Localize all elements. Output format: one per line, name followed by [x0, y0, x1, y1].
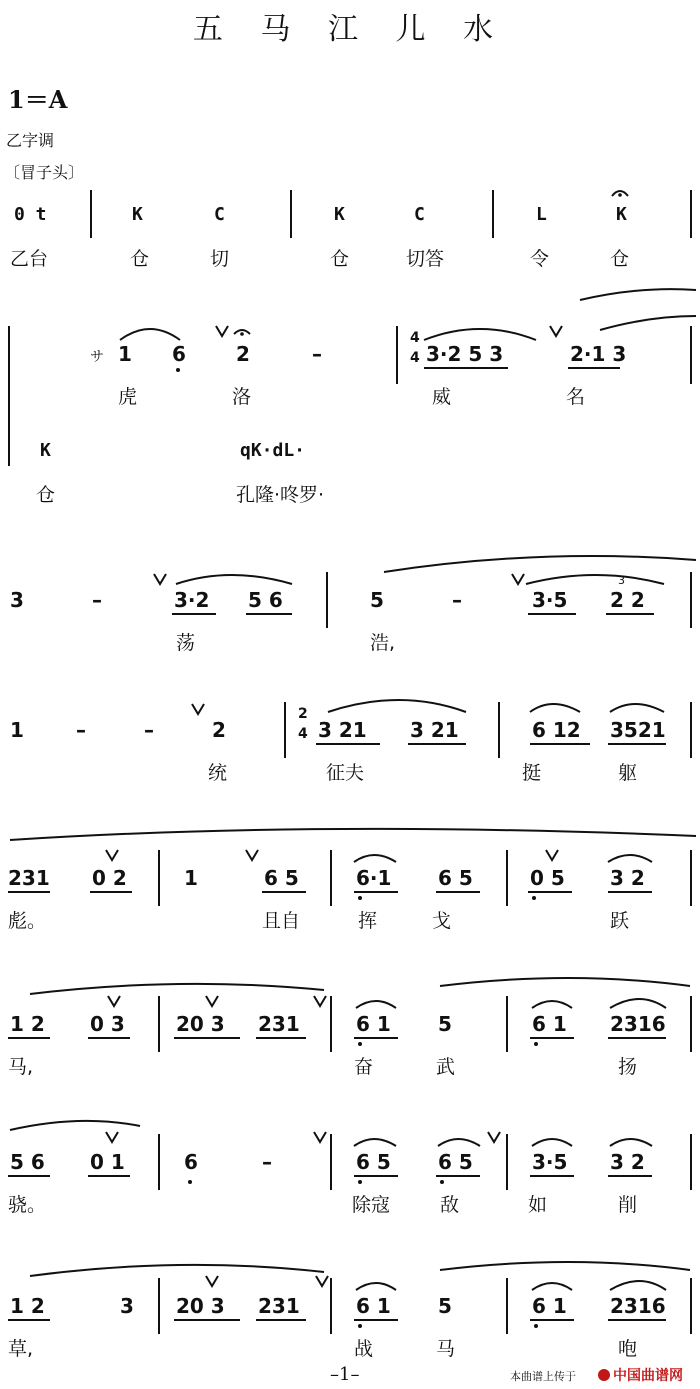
note: 3 — [120, 1294, 134, 1318]
note: 6 1 — [532, 1294, 567, 1318]
slur — [10, 1121, 140, 1130]
slur — [328, 700, 466, 712]
slur — [610, 1281, 666, 1290]
note: 6 5 — [264, 866, 299, 890]
note: 6 5 — [438, 866, 473, 890]
intro-syllable: 令 — [530, 248, 550, 270]
lyric: 如 — [528, 1194, 548, 1216]
note: 6 1 — [356, 1012, 391, 1036]
octave-dot — [440, 1180, 444, 1184]
fermata — [234, 330, 250, 334]
grace-note: 3 — [618, 574, 625, 587]
intro-note: C — [214, 204, 225, 225]
note: 3·5 — [532, 588, 568, 612]
note: – — [312, 342, 322, 366]
barline — [690, 326, 692, 384]
note: 6 5 — [356, 1150, 391, 1174]
page-number: –1– — [330, 1364, 360, 1385]
note: 0 2 — [92, 866, 127, 890]
lyric: 骁。 — [8, 1194, 47, 1216]
intro-syllable: 乙台 — [10, 248, 49, 270]
lyric: 战 — [354, 1338, 374, 1360]
barline — [158, 996, 160, 1052]
breath-mark — [206, 996, 218, 1006]
lyric: 武 — [436, 1056, 456, 1078]
lyric: 躯 — [618, 762, 638, 784]
lyric: 敌 — [440, 1194, 460, 1216]
slur — [10, 829, 696, 840]
barline — [690, 702, 692, 758]
slur — [440, 978, 690, 986]
fermata-dot — [618, 193, 622, 197]
note: 3521 — [610, 718, 666, 742]
logo-text: 中国曲谱网 — [613, 1368, 683, 1384]
note: 2 2 — [610, 588, 645, 612]
lyric: 洛 — [232, 386, 252, 408]
barline — [690, 1134, 692, 1190]
perc-note: qK·dL· — [240, 440, 306, 461]
barline — [690, 1278, 692, 1334]
barline — [690, 190, 692, 238]
barline — [158, 850, 160, 906]
lyric: 除寇 — [352, 1194, 391, 1216]
octave-dot — [358, 1324, 362, 1328]
note: 3 21 — [410, 718, 459, 742]
note: 3 21 — [318, 718, 367, 742]
site-logo[interactable] — [598, 1365, 683, 1385]
note: 0 5 — [530, 866, 565, 890]
breath-mark — [106, 850, 118, 860]
note: 0 1 — [90, 1150, 125, 1174]
note: 6 — [172, 342, 186, 366]
note: 0 3 — [90, 1012, 125, 1036]
note: 6 5 — [438, 1150, 473, 1174]
fermata — [612, 191, 628, 196]
note: 1 2 — [10, 1294, 45, 1318]
mode-label: 乙字调 — [6, 131, 55, 150]
note: – — [262, 1150, 272, 1174]
slur — [600, 316, 696, 330]
barline — [330, 850, 332, 906]
octave-dot — [358, 896, 362, 900]
lyric: 草, — [8, 1338, 34, 1360]
barline — [284, 702, 286, 758]
note: 3 2 — [610, 1150, 645, 1174]
octave-dot — [534, 1042, 538, 1046]
note: 3 — [10, 588, 24, 612]
slur — [30, 984, 324, 994]
breath-mark — [192, 704, 204, 714]
lyric: 荡 — [176, 632, 196, 654]
time-sig-bottom: 4 — [410, 350, 420, 366]
slur — [610, 1139, 652, 1146]
perc-syllable: 仓 — [36, 484, 56, 506]
logo-icon — [598, 1369, 610, 1381]
time-sig-top: 2 — [298, 706, 308, 722]
slur — [610, 999, 666, 1008]
note: 231 — [258, 1012, 300, 1036]
lyric: 削 — [618, 1194, 638, 1216]
note: – — [76, 718, 86, 742]
perc-note: K — [40, 440, 51, 461]
slur — [526, 575, 664, 584]
breath-mark — [216, 326, 228, 336]
breath-mark — [206, 1276, 218, 1286]
note: 2 — [212, 718, 226, 742]
barline — [506, 996, 508, 1052]
note: 2316 — [610, 1294, 666, 1318]
lyric: 马 — [436, 1338, 456, 1360]
note: 1 — [10, 718, 24, 742]
note: 20 3 — [176, 1294, 225, 1318]
barline — [690, 850, 692, 906]
intro-note: 0 t — [14, 204, 47, 225]
time-sig-bottom: 4 — [298, 726, 308, 742]
note: 5 — [438, 1012, 452, 1036]
note: 5 6 — [248, 588, 283, 612]
note: 6 — [184, 1150, 198, 1174]
note: 1 2 — [10, 1012, 45, 1036]
note: – — [452, 588, 462, 612]
slur — [440, 1262, 690, 1270]
barline — [498, 702, 500, 758]
lyric: 扬 — [618, 1056, 638, 1078]
barline — [330, 996, 332, 1052]
intro-note: K — [334, 204, 345, 225]
slur — [354, 1139, 396, 1146]
barline — [330, 1278, 332, 1334]
barline — [158, 1278, 160, 1334]
barline — [290, 190, 292, 238]
slur — [608, 855, 652, 862]
intro-syllable: 仓 — [130, 248, 150, 270]
note: 6·1 — [356, 866, 392, 890]
slur — [438, 1139, 480, 1146]
lyric: 虎 — [118, 386, 138, 408]
breath-mark — [316, 1276, 328, 1286]
intro-syllable: 仓 — [610, 248, 630, 270]
note: 231 — [8, 866, 50, 890]
intro-syllable: 切 — [210, 248, 230, 270]
breath-mark — [246, 850, 258, 860]
barline — [506, 1134, 508, 1190]
slur — [530, 704, 580, 712]
octave-dot — [188, 1180, 192, 1184]
breath-mark — [314, 1132, 326, 1142]
lyric: 彪。 — [8, 910, 47, 932]
note: 2316 — [610, 1012, 666, 1036]
octave-dot — [358, 1042, 362, 1046]
slur — [30, 1265, 324, 1276]
note: 5 — [370, 588, 384, 612]
upload-note: 本曲谱上传于 — [510, 1370, 576, 1383]
system-bracket — [8, 326, 10, 466]
note: 5 6 — [10, 1150, 45, 1174]
breath-mark — [550, 326, 562, 336]
lyric: 且自 — [262, 910, 301, 932]
lyric: 征夫 — [326, 762, 365, 784]
intro-note: L — [536, 204, 547, 225]
fermata-dot — [240, 332, 244, 336]
barline — [326, 572, 328, 628]
barline — [330, 1134, 332, 1190]
note: 20 3 — [176, 1012, 225, 1036]
intro-label: 〔冒子头〕 — [4, 163, 85, 182]
intro-note: K — [616, 204, 627, 225]
breath-mark — [108, 996, 120, 1006]
octave-dot — [534, 1324, 538, 1328]
barline — [396, 326, 398, 384]
lyric: 威 — [432, 386, 452, 408]
slur — [610, 704, 664, 712]
lyric: 挥 — [358, 910, 378, 932]
key-signature: 1＝A — [8, 85, 68, 114]
barline — [90, 190, 92, 238]
barline — [506, 1278, 508, 1334]
octave-dot — [176, 368, 180, 372]
lyric: 戈 — [432, 910, 452, 932]
lyric: 名 — [566, 386, 586, 408]
note: – — [92, 588, 102, 612]
breath-mark — [314, 996, 326, 1006]
lyric: 奋 — [354, 1056, 374, 1078]
octave-dot — [532, 896, 536, 900]
note: – — [144, 718, 154, 742]
note: 3 2 — [610, 866, 645, 890]
note: 3·2 — [174, 588, 210, 612]
note: 6 12 — [532, 718, 581, 742]
note: 231 — [258, 1294, 300, 1318]
barline — [690, 572, 692, 628]
barline — [506, 850, 508, 906]
time-sig-top: 4 — [410, 330, 420, 346]
breath-mark — [106, 1132, 118, 1142]
lyric: 跃 — [610, 910, 630, 932]
barline — [492, 190, 494, 238]
breath-mark — [154, 574, 166, 584]
lyric: 马, — [8, 1056, 34, 1078]
note: 5 — [438, 1294, 452, 1318]
slur — [354, 855, 396, 862]
note: 1 — [184, 866, 198, 890]
lyric: 浩, — [370, 632, 396, 654]
intro-note: C — [414, 204, 425, 225]
intro-syllable: 切答 — [406, 248, 445, 270]
page-title: 五 马 江 儿 水 — [192, 12, 508, 47]
slur — [532, 1001, 572, 1008]
note: 6 1 — [532, 1012, 567, 1036]
slur — [120, 329, 180, 340]
note: 2·1 3 — [570, 342, 627, 366]
slur — [424, 329, 536, 340]
barline — [690, 996, 692, 1052]
breath-mark — [546, 850, 558, 860]
breath-mark — [512, 574, 524, 584]
barline — [158, 1134, 160, 1190]
tempo-mark: サ — [90, 349, 104, 365]
note: 3·5 — [532, 1150, 568, 1174]
lyric: 咆 — [618, 1338, 638, 1360]
intro-syllable: 仓 — [330, 248, 350, 270]
lyric: 统 — [208, 762, 228, 784]
intro-note: K — [132, 204, 143, 225]
slur — [356, 1001, 396, 1008]
note: 6 1 — [356, 1294, 391, 1318]
slur — [176, 575, 292, 584]
note: 2 — [236, 342, 250, 366]
slur — [580, 289, 696, 300]
slur — [532, 1283, 572, 1290]
lyric: 挺 — [522, 762, 542, 784]
slur — [532, 1139, 572, 1146]
perc-syllable: 孔隆·咚罗· — [236, 484, 325, 506]
note: 3·2 5 3 — [426, 342, 504, 366]
slur — [384, 556, 696, 572]
slur — [356, 1283, 396, 1290]
breath-mark — [488, 1132, 500, 1142]
octave-dot — [358, 1180, 362, 1184]
note: 1 — [118, 342, 132, 366]
